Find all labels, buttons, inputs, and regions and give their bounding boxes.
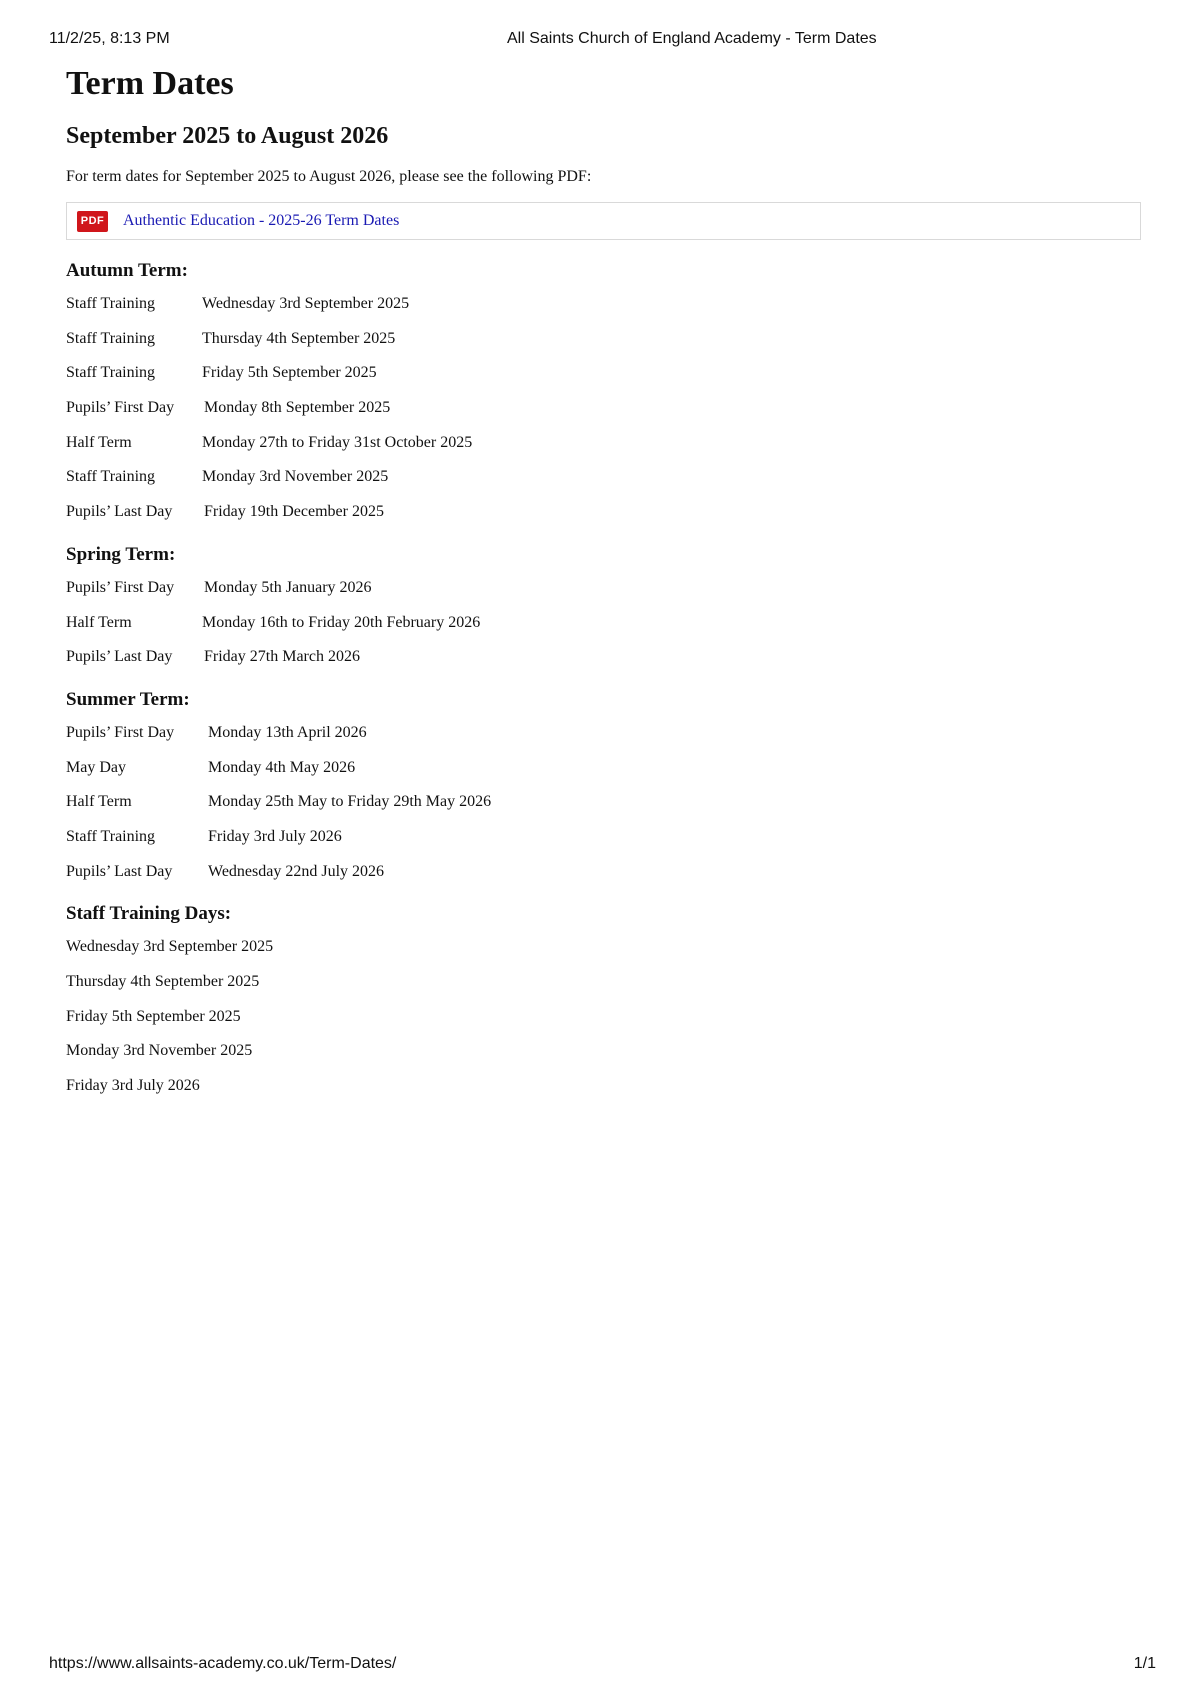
- term-row: [66, 293, 1141, 328]
- pdf-download-link[interactable]: Authentic Education - 2025-26 Term Dates: [123, 212, 400, 229]
- term-row: [66, 501, 1141, 536]
- list-item: Monday 3rd November 2025: [66, 1042, 253, 1060]
- term-row: [66, 362, 1141, 397]
- term-row-label: Pupils’ First Day: [66, 578, 175, 596]
- term-row-date: Friday 19th December 2025: [204, 503, 384, 521]
- term-row: [66, 646, 1141, 681]
- term-row: [66, 757, 1141, 792]
- print-page-title: All Saints Church of England Academy - Term Dates: [507, 30, 877, 47]
- term-row: [66, 722, 1141, 757]
- term-row: [66, 826, 1141, 861]
- term-row-date: Thursday 4th September 2025: [202, 329, 396, 347]
- term-row-label: Staff Training: [66, 468, 156, 486]
- term-row-date: Friday 27th March 2026: [204, 648, 360, 666]
- term-row-date: Friday 3rd July 2026: [208, 827, 342, 845]
- spring-term-heading: Spring Term:: [66, 543, 176, 565]
- term-row: [66, 612, 1141, 647]
- term-row: [66, 791, 1141, 826]
- spring-term-list: [66, 577, 1141, 681]
- term-row-date: Monday 5th January 2026: [204, 578, 372, 596]
- term-row-label: Half Term: [66, 613, 132, 631]
- term-row-date: Wednesday 22nd July 2026: [208, 862, 385, 880]
- summer-term-heading: Summer Term:: [66, 688, 190, 710]
- term-row: [66, 432, 1141, 467]
- autumn-term-heading: Autumn Term:: [66, 260, 188, 281]
- staff-training-days-list: [66, 936, 1141, 1109]
- main-content: [66, 62, 1141, 1110]
- term-row: [66, 577, 1141, 612]
- print-datetime: 11/2/25, 8:13 PM: [49, 30, 170, 47]
- term-row-label: Half Term: [66, 433, 132, 451]
- print-url: https://www.allsaints-academy.co.uk/Term-Dates/: [49, 1655, 397, 1672]
- term-row-date: Friday 5th September 2025: [202, 364, 377, 382]
- term-row-label: Half Term: [66, 793, 132, 811]
- print-header: [0, 30, 1200, 52]
- list-item: Thursday 4th September 2025: [66, 973, 260, 990]
- term-row-label: Pupils’ First Day: [66, 723, 175, 741]
- page-title: Term Dates: [66, 65, 234, 102]
- term-row: [66, 328, 1141, 363]
- pdf-attachment[interactable]: [66, 202, 1141, 240]
- autumn-term-list: [66, 293, 1141, 536]
- term-row-label: Pupils’ First Day: [66, 399, 175, 417]
- term-row-label: Staff Training: [66, 827, 156, 845]
- print-page-number: 1/1: [1133, 1655, 1156, 1672]
- term-row-date: Monday 4th May 2026: [208, 758, 356, 776]
- term-row-date: Wednesday 3rd September 2025: [202, 295, 410, 312]
- term-row-label: Pupils’ Last Day: [66, 648, 173, 666]
- summer-term-list: [66, 722, 1141, 895]
- list-item: Friday 5th September 2025: [66, 1007, 241, 1025]
- term-row-date: Monday 13th April 2026: [208, 723, 367, 741]
- term-row-label: Staff Training: [66, 295, 156, 312]
- term-row-date: Monday 8th September 2025: [204, 399, 391, 417]
- print-footer: [0, 1655, 1200, 1677]
- term-row-date: Monday 27th to Friday 31st October 2025: [202, 433, 473, 451]
- term-row: [66, 861, 1141, 896]
- intro-text: For term dates for September 2025 to August 2026, please see the following PDF:: [66, 168, 592, 185]
- term-row-date: Monday 25th May to Friday 29th May 2026: [208, 793, 492, 811]
- staff-training-days-heading: Staff Training Days:: [66, 903, 232, 925]
- term-row-date: Monday 16th to Friday 20th February 2026: [202, 613, 481, 631]
- list-item: Wednesday 3rd September 2025: [66, 938, 274, 956]
- term-row-label: Pupils’ Last Day: [66, 503, 173, 521]
- term-row: [66, 466, 1141, 501]
- term-row-label: May Day: [66, 758, 126, 776]
- pdf-icon: PDF: [77, 211, 108, 232]
- term-row: [66, 397, 1141, 432]
- term-row-label: Staff Training: [66, 329, 156, 347]
- term-row-label: Pupils’ Last Day: [66, 862, 173, 880]
- list-item: Friday 3rd July 2026: [66, 1077, 200, 1095]
- term-row-date: Monday 3rd November 2025: [202, 468, 389, 486]
- page-subtitle: September 2025 to August 2026: [66, 123, 389, 149]
- term-row-label: Staff Training: [66, 364, 156, 382]
